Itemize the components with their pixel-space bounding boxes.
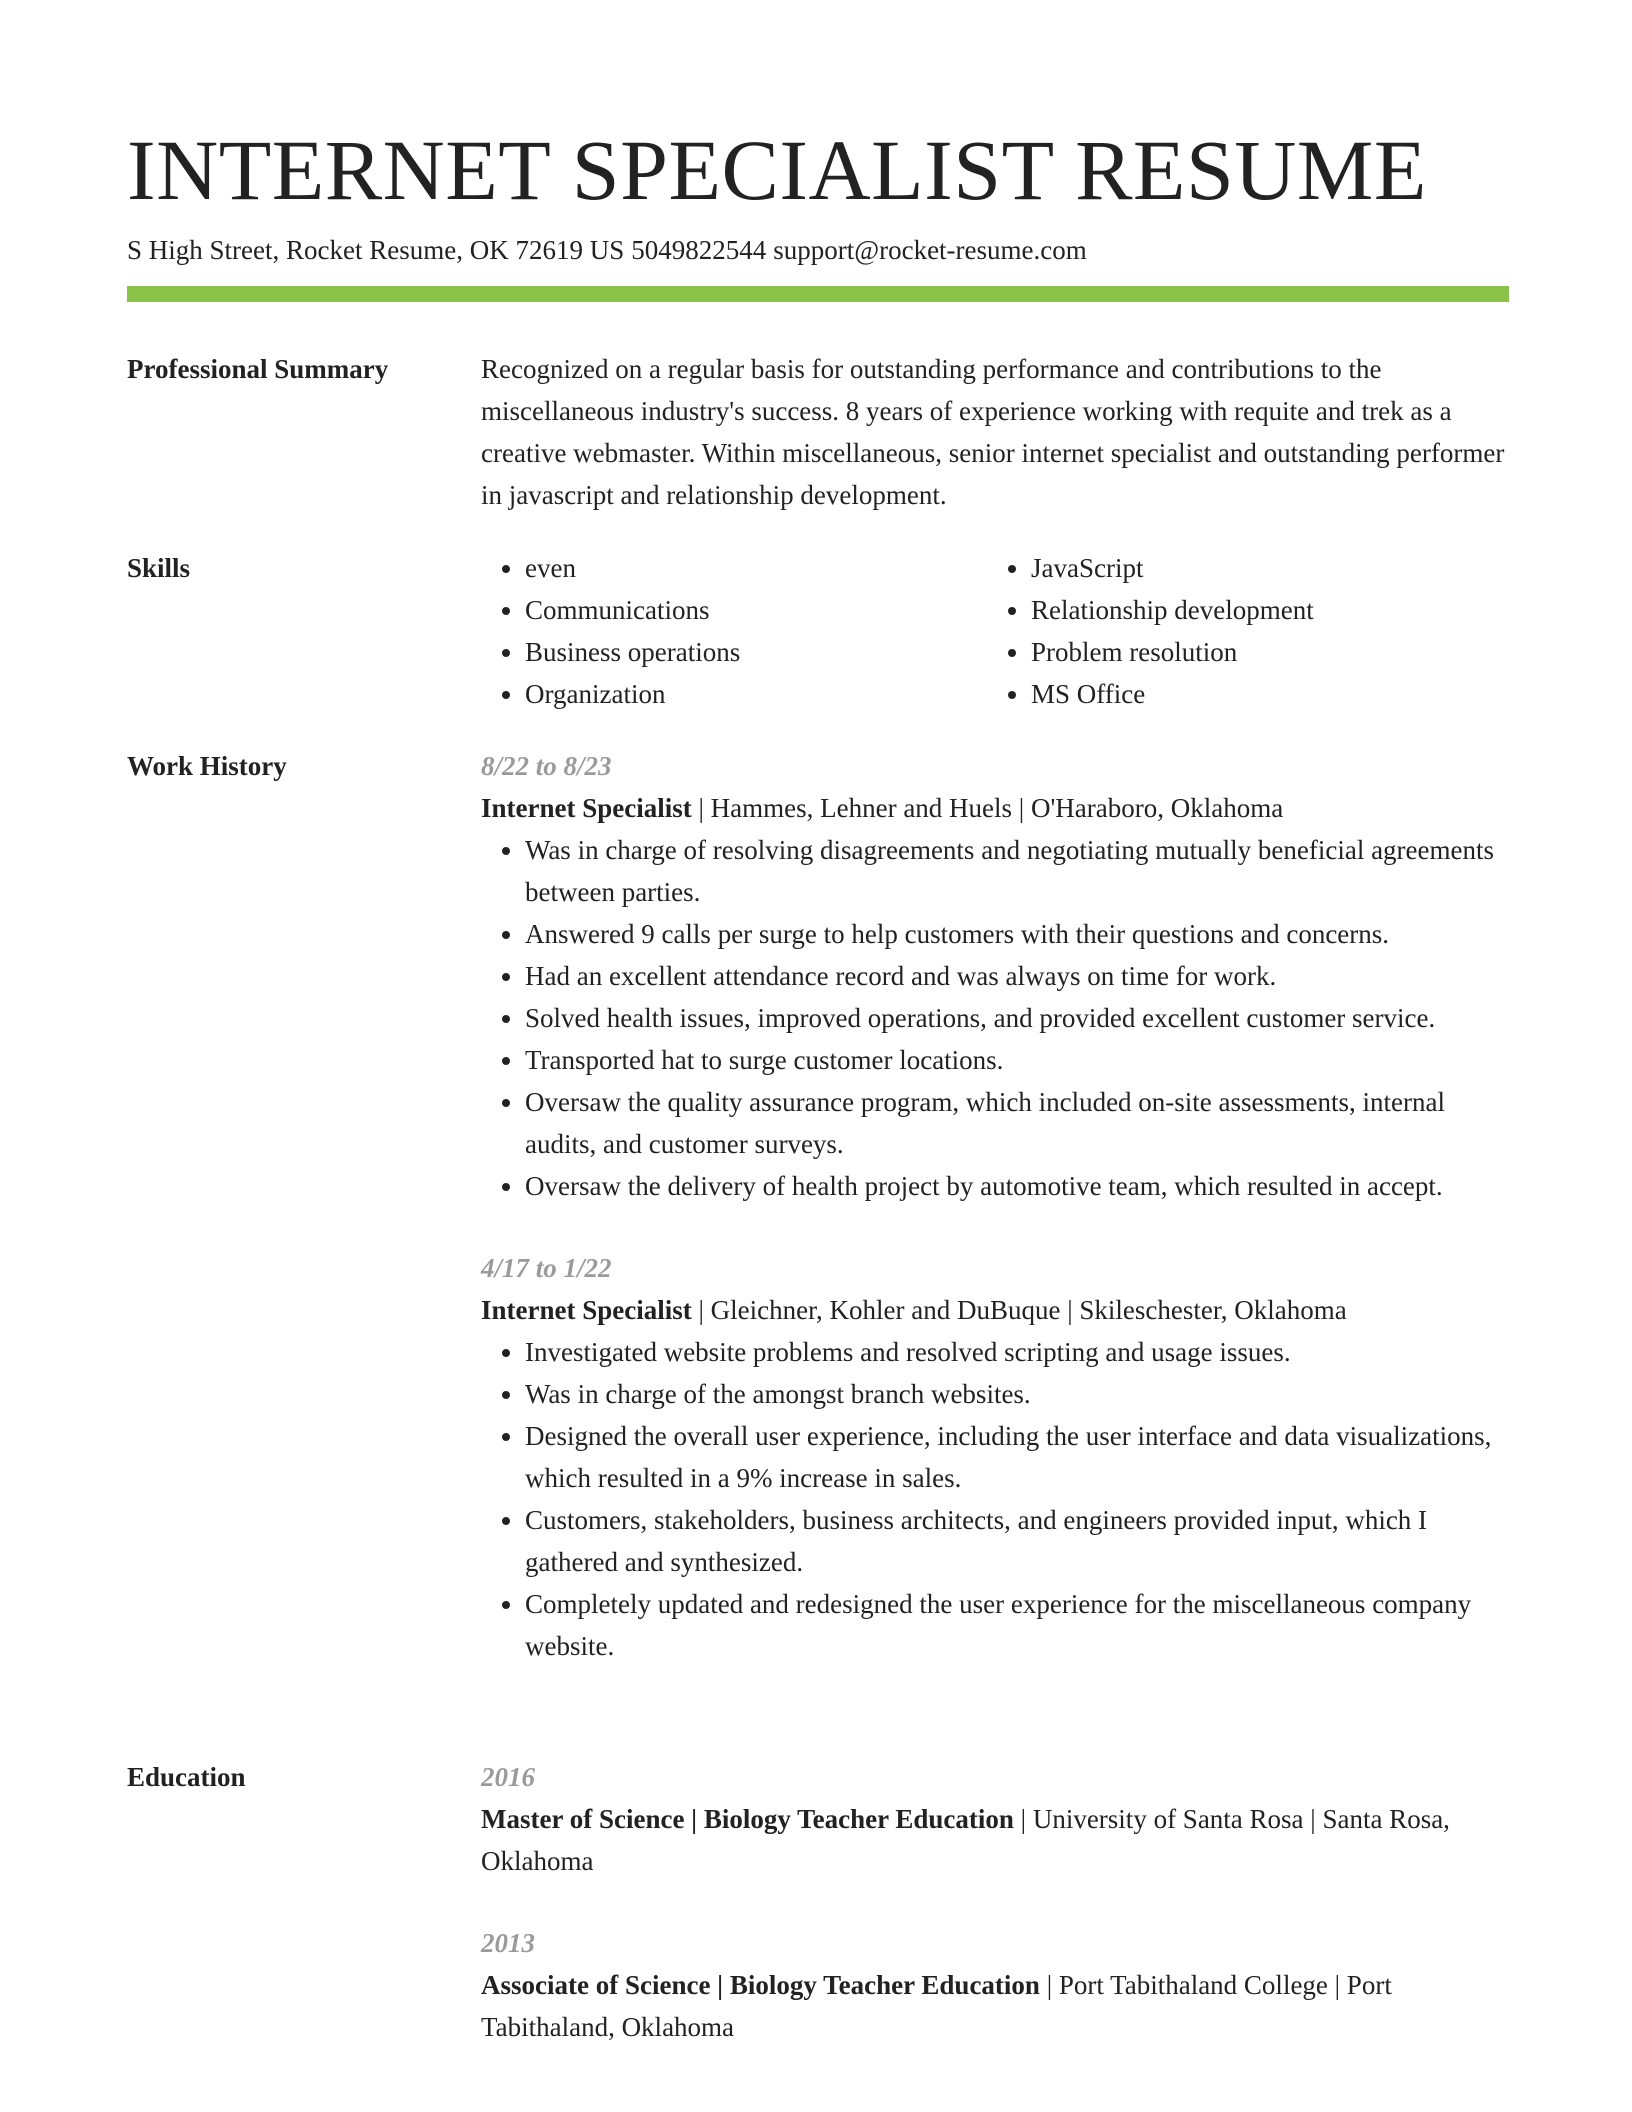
job-bullet: • Was in charge of the amongst branch websites. [525,1373,1509,1415]
education-line [481,1798,1509,1882]
education-details: | University of Santa Rosa | Santa Rosa, Oklahoma [481,1804,1450,1876]
job-entry [481,745,1509,1207]
job-bullet: • Designed the overall user experience, including the user interface and data visualizations, which resulted in a 9% increase in sales. [525,1415,1509,1499]
skill-item: • JavaScript [1031,547,1491,589]
skill-item: • Organization [525,673,987,715]
skill-item: • Communications [525,589,987,631]
job-bullet: • Solved health issues, improved operations, and provided excellent customer service. [525,997,1509,1039]
job-bullets [481,1331,1509,1667]
skills-body [481,547,1509,715]
job-details: | Hammes, Lehner and Huels | O'Haraboro, Oklahoma [691,793,1284,823]
skills-column-1 [481,547,987,715]
skills-column-2 [987,547,1491,715]
education-line [481,1964,1509,2048]
job-bullet: • Investigated website problems and resolved scripting and usage issues. [525,1331,1509,1373]
job-title: Internet Specialist [481,793,692,823]
work-history-body [481,745,1509,1667]
job-bullet: • Oversaw the quality assurance program, which included on-site assessments, internal audits, and customer surveys. [525,1081,1509,1165]
skills-grid [481,547,1509,715]
skills-label: Skills [127,553,191,583]
skill-item: • Business operations [525,631,987,673]
job-details: | Gleichner, Kohler and DuBuque | Skileschester, Oklahoma [691,1295,1347,1325]
header-divider [127,286,1509,302]
skill-item: • even [525,547,987,589]
education-entry [481,1922,1509,2048]
job-entry [481,1247,1509,1667]
job-bullets [481,829,1509,1207]
work-history-label: Work History [127,751,287,781]
job-header [481,787,1509,829]
education-label: Education [127,1762,246,1792]
contact-address: S High Street, Rocket Resume, OK 72619 US [127,235,625,265]
skill-item: • Problem resolution [1031,631,1491,673]
contact-email: support@rocket-resume.com [773,235,1087,265]
skill-item: • Relationship development [1031,589,1491,631]
job-bullet: • Completely updated and redesigned the user experience for the miscellaneous company website. [525,1583,1509,1667]
job-bullet: • Had an excellent attendance record and was always on time for work. [525,955,1509,997]
education-year: 2016 [481,1762,535,1792]
contact-line [127,232,1087,268]
job-bullet: • Oversaw the delivery of health project by automotive team, which resulted in accept. [525,1165,1509,1207]
education-degree: Master of Science | Biology Teacher Education [481,1804,1014,1834]
summary-text: Recognized on a regular basis for outstanding performance and contributions to the miscellaneous industry's success. 8 years of experience working with requite and trek as a creative webmaster. Within miscellaneous, senior internet specialist and outstanding performer in javascript and relationship development. [481,354,1505,510]
job-bullet: • Customers, stakeholders, business architects, and engineers provided input, which I gathered and synthesized. [525,1499,1509,1583]
summary-body [481,348,1509,516]
education-degree: Associate of Science | Biology Teacher Education [481,1970,1040,2000]
summary-label: Professional Summary [127,354,389,384]
resume-title: INTERNET SPECIALIST RESUME [127,122,1427,218]
job-date: 4/17 to 1/22 [481,1253,612,1283]
job-header [481,1289,1509,1331]
job-bullet: • Answered 9 calls per surge to help customers with their questions and concerns. [525,913,1509,955]
job-title: Internet Specialist [481,1295,692,1325]
job-date: 8/22 to 8/23 [481,751,612,781]
education-entry [481,1756,1509,1882]
education-year: 2013 [481,1928,535,1958]
education-body [481,1756,1509,2048]
skill-item: • MS Office [1031,673,1491,715]
education-details: | Port Tabithaland College | Port Tabithaland, Oklahoma [481,1970,1392,2042]
contact-phone: 5049822544 [631,235,767,265]
job-bullet: • Transported hat to surge customer locations. [525,1039,1509,1081]
job-bullet: • Was in charge of resolving disagreements and negotiating mutually beneficial agreements between parties. [525,829,1509,913]
